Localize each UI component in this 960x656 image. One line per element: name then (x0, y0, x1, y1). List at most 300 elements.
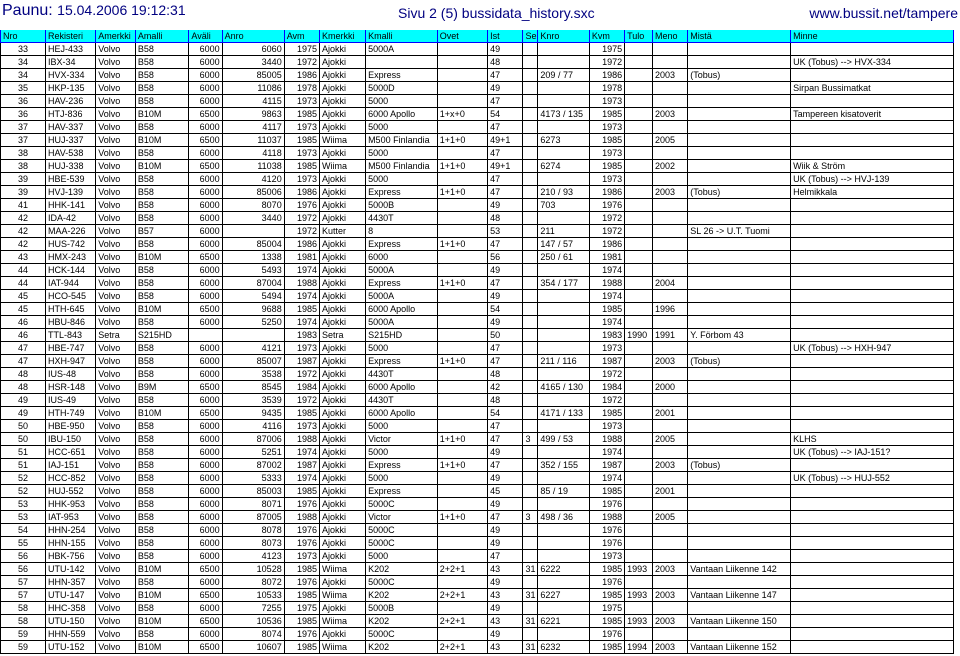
table-cell: 1973 (589, 95, 624, 108)
table-cell (652, 628, 687, 641)
table-cell: Wiima (320, 160, 366, 173)
table-cell: 47 (488, 95, 523, 108)
table-cell (523, 355, 538, 368)
table-cell (791, 134, 954, 147)
table-cell: 2005 (652, 134, 687, 147)
table-cell (523, 225, 538, 238)
table-cell: 85005 (222, 69, 284, 82)
table-cell: 1985 (284, 589, 319, 602)
table-cell: Wiima (320, 134, 366, 147)
table-cell: 39 (1, 173, 46, 186)
table-cell: 43 (488, 615, 523, 628)
table-cell (688, 576, 791, 589)
table-cell: 87006 (222, 433, 284, 446)
table-cell: 36 (1, 95, 46, 108)
table-cell: 498 / 36 (538, 511, 589, 524)
table-cell: 58 (1, 615, 46, 628)
table-cell: 6227 (538, 589, 589, 602)
table-cell (437, 95, 487, 108)
table-cell: HTJ-836 (45, 108, 95, 121)
table-cell: 4430T (366, 394, 438, 407)
table-cell: 6000 (189, 264, 222, 277)
table-cell: 1986 (589, 186, 624, 199)
table-row (1, 394, 954, 407)
table-cell (538, 420, 589, 433)
table-cell (791, 355, 954, 368)
table-cell (625, 511, 653, 524)
table-cell: 5000D (366, 82, 438, 95)
table-cell: Ajokki (320, 446, 366, 459)
table-cell: 55 (1, 537, 46, 550)
table-cell (523, 381, 538, 394)
table-cell: 49 (488, 43, 523, 56)
table-cell: Ajokki (320, 199, 366, 212)
table-cell: HXH-947 (45, 355, 95, 368)
table-cell: 4117 (222, 121, 284, 134)
table-cell (625, 290, 653, 303)
column-header: Knro (538, 30, 589, 43)
table-cell (625, 186, 653, 199)
table-cell (652, 342, 687, 355)
table-cell (791, 459, 954, 472)
table-row (1, 108, 954, 121)
table-cell (791, 95, 954, 108)
table-row (1, 472, 954, 485)
table-cell: Ajokki (320, 472, 366, 485)
table-cell: Y. Förbom 43 (688, 329, 791, 342)
table-cell: 49 (488, 446, 523, 459)
table-cell: 6000 (189, 524, 222, 537)
table-cell: 6000 (189, 147, 222, 160)
table-cell: 1985 (589, 407, 624, 420)
table-cell: 5000 (366, 342, 438, 355)
table-row (1, 82, 954, 95)
table-cell (652, 199, 687, 212)
table-cell: 2+2+1 (437, 615, 487, 628)
table-cell: 47 (488, 355, 523, 368)
table-cell: 1972 (284, 212, 319, 225)
table-cell (523, 368, 538, 381)
table-cell: 6000 (189, 498, 222, 511)
table-cell: 1973 (589, 342, 624, 355)
table-cell: 43 (1, 251, 46, 264)
table-cell: 8071 (222, 498, 284, 511)
table-cell: 47 (488, 186, 523, 199)
table-cell: HMX-243 (45, 251, 95, 264)
table-cell (625, 160, 653, 173)
table-cell: 5000A (366, 316, 438, 329)
table-cell (625, 173, 653, 186)
table-cell: B58 (135, 394, 189, 407)
table-cell: 6000 (189, 576, 222, 589)
table-cell: 1993 (625, 563, 653, 576)
table-cell (538, 472, 589, 485)
table-cell (625, 342, 653, 355)
table-cell: HBK-756 (45, 550, 95, 563)
table-cell: 43 (488, 563, 523, 576)
table-cell (538, 446, 589, 459)
table-cell: 4115 (222, 95, 284, 108)
table-cell: 87005 (222, 511, 284, 524)
table-cell (538, 394, 589, 407)
table-cell: 5000 (366, 446, 438, 459)
table-cell: Volvo (96, 628, 136, 641)
table-cell: Ajokki (320, 511, 366, 524)
table-cell: 1988 (284, 277, 319, 290)
table-cell (652, 251, 687, 264)
table-cell: 5000 (366, 147, 438, 160)
table-cell (437, 576, 487, 589)
table-cell: 5000 (366, 420, 438, 433)
table-row (1, 459, 954, 472)
table-cell: 38 (1, 147, 46, 160)
column-header: Mistä (688, 30, 791, 43)
table-cell: 47 (1, 342, 46, 355)
table-cell (523, 524, 538, 537)
table-cell (538, 602, 589, 615)
table-cell: K202 (366, 589, 438, 602)
table-cell (625, 147, 653, 160)
column-header: Avm (284, 30, 319, 43)
table-cell (625, 277, 653, 290)
table-cell: 1976 (284, 524, 319, 537)
table-cell: Vantaan Liikenne 147 (688, 589, 791, 602)
table-cell: 6274 (538, 160, 589, 173)
table-cell: Volvo (96, 576, 136, 589)
table-cell: 1+1+0 (437, 433, 487, 446)
table-cell (523, 472, 538, 485)
column-header: Kvm (589, 30, 624, 43)
table-cell: Ajokki (320, 108, 366, 121)
table-cell: 6500 (189, 251, 222, 264)
table-cell: B58 (135, 628, 189, 641)
table-cell: 49 (488, 472, 523, 485)
table-cell: B58 (135, 602, 189, 615)
table-cell: 48 (1, 381, 46, 394)
table-cell (791, 43, 954, 56)
table-cell: 1988 (284, 511, 319, 524)
table-cell: 1986 (589, 238, 624, 251)
table-cell: 6000 (189, 433, 222, 446)
table-cell: 1974 (284, 472, 319, 485)
table-cell: Volvo (96, 251, 136, 264)
table-cell: B58 (135, 446, 189, 459)
table-cell: 5000A (366, 290, 438, 303)
table-cell: 49 (1, 394, 46, 407)
table-cell: UK (Tobus) --> HVJ-139 (791, 173, 954, 186)
table-cell: B10M (135, 615, 189, 628)
table-cell: 2+2+1 (437, 641, 487, 654)
table-cell (652, 368, 687, 381)
table-cell: 6000 Apollo (366, 407, 438, 420)
table-cell: 6000 (189, 485, 222, 498)
column-header: Nro (1, 30, 46, 43)
table-cell (437, 446, 487, 459)
table-cell (437, 225, 487, 238)
table-cell: Wiima (320, 641, 366, 654)
table-cell: Volvo (96, 238, 136, 251)
table-cell: 1973 (284, 173, 319, 186)
table-cell: 3539 (222, 394, 284, 407)
table-cell: B58 (135, 186, 189, 199)
table-cell: B58 (135, 69, 189, 82)
table-cell: 85006 (222, 186, 284, 199)
table-cell: 1972 (589, 394, 624, 407)
table-cell: 4123 (222, 550, 284, 563)
table-cell: Ajokki (320, 355, 366, 368)
table-cell: 37 (1, 121, 46, 134)
table-cell: HSR-148 (45, 381, 95, 394)
table-cell: 1985 (589, 134, 624, 147)
table-row (1, 498, 954, 511)
table-cell: 1985 (284, 108, 319, 121)
table-cell (437, 69, 487, 82)
table-cell: 1985 (589, 641, 624, 654)
table-cell (523, 498, 538, 511)
table-cell: 1972 (589, 56, 624, 69)
table-cell: Volvo (96, 589, 136, 602)
table-cell (538, 316, 589, 329)
table-cell: Ajokki (320, 186, 366, 199)
table-cell: 6000 (189, 238, 222, 251)
table-cell (791, 602, 954, 615)
table-cell: 49 (488, 628, 523, 641)
table-cell: 1974 (589, 316, 624, 329)
table-cell: MAA-226 (45, 225, 95, 238)
table-cell: HVX-334 (45, 69, 95, 82)
table-cell: 47 (488, 459, 523, 472)
table-cell: HHN-559 (45, 628, 95, 641)
table-cell (652, 316, 687, 329)
table-cell: 46 (1, 316, 46, 329)
table-cell (688, 472, 791, 485)
table-cell: B10M (135, 303, 189, 316)
table-cell: Volvo (96, 368, 136, 381)
table-cell: Ajokki (320, 43, 366, 56)
column-header: Minne (791, 30, 954, 43)
table-cell (625, 264, 653, 277)
table-cell: Volvo (96, 290, 136, 303)
table-cell: Ajokki (320, 316, 366, 329)
table-cell: 1974 (284, 316, 319, 329)
table-row (1, 134, 954, 147)
table-cell: 499 / 53 (538, 433, 589, 446)
table-row (1, 316, 954, 329)
table-cell: 43 (488, 589, 523, 602)
table-cell: 31 (523, 641, 538, 654)
table-cell: 1973 (284, 420, 319, 433)
table-cell: 1972 (284, 225, 319, 238)
table-cell: B58 (135, 212, 189, 225)
table-cell (688, 433, 791, 446)
table-cell: Ajokki (320, 82, 366, 95)
table-cell: M500 Finlandia (366, 160, 438, 173)
table-cell: 43 (488, 641, 523, 654)
table-row (1, 485, 954, 498)
table-cell: B10M (135, 251, 189, 264)
table-cell: 8074 (222, 628, 284, 641)
table-cell: 4116 (222, 420, 284, 433)
table-cell: 5000C (366, 576, 438, 589)
table-cell: 47 (488, 121, 523, 134)
table-cell: Volvo (96, 212, 136, 225)
table-cell: 1985 (589, 303, 624, 316)
table-cell: 1974 (284, 264, 319, 277)
table-cell (523, 173, 538, 186)
table-cell: Volvo (96, 524, 136, 537)
table-cell: Volvo (96, 459, 136, 472)
table-cell: Vantaan Liikenne 152 (688, 641, 791, 654)
table-cell (652, 446, 687, 459)
table-cell: Volvo (96, 485, 136, 498)
table-row (1, 225, 954, 238)
table-row (1, 524, 954, 537)
table-cell: HHC-358 (45, 602, 95, 615)
table-cell: 8 (366, 225, 438, 238)
table-cell: Ajokki (320, 69, 366, 82)
table-cell: Ajokki (320, 459, 366, 472)
table-cell: 1984 (284, 381, 319, 394)
table-cell (625, 355, 653, 368)
table-cell: B10M (135, 160, 189, 173)
table-cell: Ajokki (320, 576, 366, 589)
table-cell: HUJ-338 (45, 160, 95, 173)
table-cell: 6000 (189, 43, 222, 56)
table-cell: KLHS (791, 433, 954, 446)
table-cell: B58 (135, 472, 189, 485)
table-cell: B58 (135, 316, 189, 329)
table-cell: Volvo (96, 602, 136, 615)
table-cell: Ajokki (320, 368, 366, 381)
table-cell: 1+x+0 (437, 108, 487, 121)
table-cell (523, 576, 538, 589)
table-cell: 8070 (222, 199, 284, 212)
table-cell: B58 (135, 264, 189, 277)
table-cell: 49 (488, 316, 523, 329)
table-cell: 85004 (222, 238, 284, 251)
table-cell: Setra (320, 329, 366, 342)
table-cell (625, 108, 653, 121)
table-cell (625, 381, 653, 394)
table-row (1, 368, 954, 381)
table-cell: UTU-147 (45, 589, 95, 602)
table-cell: Volvo (96, 615, 136, 628)
table-cell: S215HD (366, 329, 438, 342)
table-cell: 1972 (284, 394, 319, 407)
table-cell (791, 550, 954, 563)
table-cell: Volvo (96, 264, 136, 277)
table-cell: Volvo (96, 108, 136, 121)
table-cell: 6000 (189, 316, 222, 329)
column-header: Meno (652, 30, 687, 43)
table-row (1, 56, 954, 69)
table-cell: 2003 (652, 563, 687, 576)
table-cell (688, 420, 791, 433)
table-cell: 44 (1, 264, 46, 277)
table-cell: B58 (135, 420, 189, 433)
table-cell: 1990 (625, 329, 653, 342)
table-cell: 48 (488, 368, 523, 381)
table-cell: 6500 (189, 641, 222, 654)
table-cell: Helmikkala (791, 186, 954, 199)
table-cell: Volvo (96, 95, 136, 108)
table-cell (625, 394, 653, 407)
table-cell: Volvo (96, 433, 136, 446)
table-cell: 1983 (284, 329, 319, 342)
table-cell: 1+1+0 (437, 186, 487, 199)
table-cell: Victor (366, 433, 438, 446)
table-cell (538, 342, 589, 355)
table-cell: 41 (1, 199, 46, 212)
table-cell: B58 (135, 290, 189, 303)
table-cell: 6500 (189, 381, 222, 394)
table-cell (437, 524, 487, 537)
table-cell: 1985 (284, 407, 319, 420)
table-cell: Ajokki (320, 550, 366, 563)
table-cell: Setra (96, 329, 136, 342)
table-cell: 49 (488, 602, 523, 615)
table-cell (791, 628, 954, 641)
table-cell: Ajokki (320, 251, 366, 264)
table-cell: 53 (1, 511, 46, 524)
table-cell: 10536 (222, 615, 284, 628)
table-cell: 1976 (589, 628, 624, 641)
table-cell: 1985 (284, 303, 319, 316)
table-cell (652, 576, 687, 589)
table-cell: 45 (488, 485, 523, 498)
table-cell: Ajokki (320, 407, 366, 420)
table-cell: 6000 (189, 225, 222, 238)
table-cell: 1975 (589, 602, 624, 615)
table-cell: 1976 (589, 498, 624, 511)
table-cell: Victor (366, 511, 438, 524)
table-cell: B58 (135, 95, 189, 108)
table-cell (652, 472, 687, 485)
table-cell (652, 212, 687, 225)
table-cell: B58 (135, 173, 189, 186)
table-cell: Express (366, 485, 438, 498)
table-cell: 2003 (652, 69, 687, 82)
table-cell: 1+1+0 (437, 160, 487, 173)
table-cell: 352 / 155 (538, 459, 589, 472)
table-cell: 48 (1, 368, 46, 381)
table-cell (688, 147, 791, 160)
table-cell: HUS-742 (45, 238, 95, 251)
table-cell (791, 147, 954, 160)
table-cell (437, 173, 487, 186)
table-cell (688, 316, 791, 329)
table-row (1, 264, 954, 277)
table-row (1, 381, 954, 394)
table-cell: 6000 (189, 69, 222, 82)
table-cell (437, 43, 487, 56)
table-cell: 1981 (284, 251, 319, 264)
table-cell: 6000 Apollo (366, 303, 438, 316)
table-cell (791, 615, 954, 628)
table-cell: 1976 (284, 628, 319, 641)
table-cell: 1978 (284, 82, 319, 95)
table-cell (222, 225, 284, 238)
table-cell: 4118 (222, 147, 284, 160)
table-cell: 1988 (284, 433, 319, 446)
table-cell: 2003 (652, 186, 687, 199)
table-cell: 1986 (284, 238, 319, 251)
table-cell: 1985 (284, 615, 319, 628)
table-cell: 5000B (366, 602, 438, 615)
table-row (1, 186, 954, 199)
table-cell (791, 303, 954, 316)
table-cell: K202 (366, 615, 438, 628)
